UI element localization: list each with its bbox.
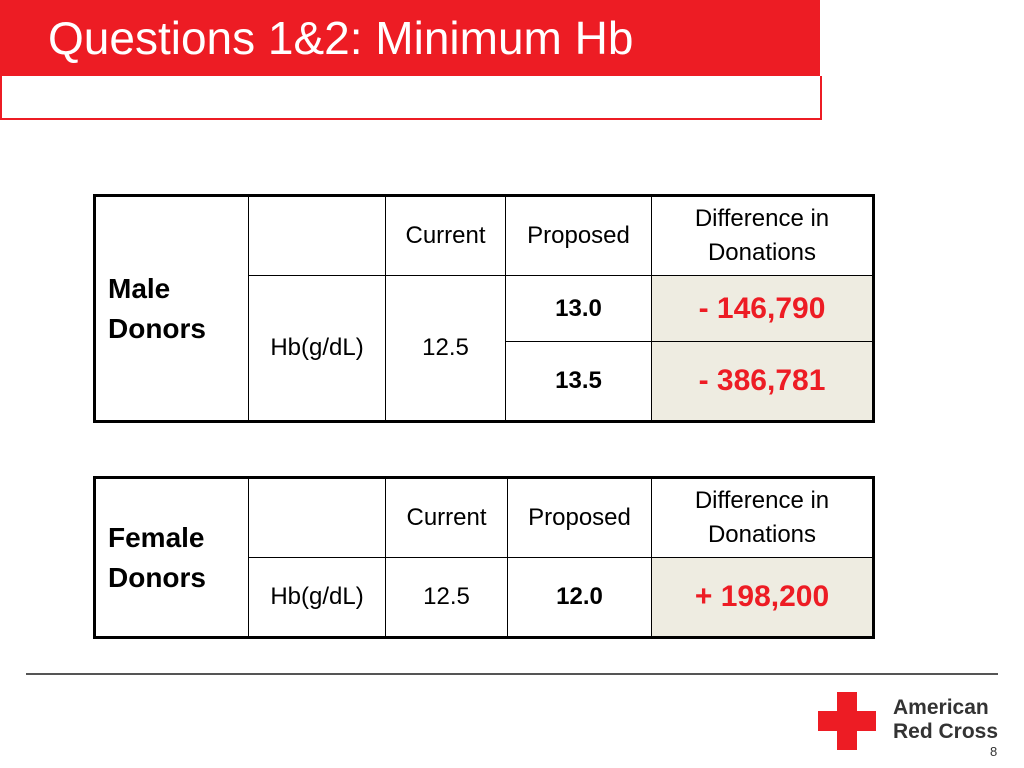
difference-value: - 386,781: [698, 364, 826, 397]
table-header-row: [95, 196, 874, 276]
header-difference: Difference in Donations: [652, 196, 874, 276]
red-cross-icon: [818, 692, 876, 750]
female-donors-table: [93, 476, 875, 639]
page-title: Questions 1&2: Minimum Hb: [48, 12, 634, 64]
table-header-row: [95, 478, 874, 558]
header-current: Current: [386, 478, 508, 558]
group-label: Female Donors: [95, 478, 249, 638]
difference-cell: [652, 558, 874, 638]
difference-value: - 146,790: [698, 291, 826, 325]
difference-cell: [652, 342, 874, 422]
measure-cell: Hb(g/dL): [249, 558, 386, 638]
header-difference: Difference in Donations: [652, 478, 874, 558]
page-number: 8: [990, 744, 998, 759]
logo-line-2: Red Cross: [893, 720, 999, 743]
proposed-value-cell: 12.0: [508, 558, 652, 638]
title-bar: [0, 0, 820, 76]
header-proposed: Proposed: [506, 196, 652, 276]
header-proposed: Proposed: [508, 478, 652, 558]
difference-cell: [652, 276, 874, 342]
header-blank-cell: [249, 196, 386, 276]
current-value-cell: 12.5: [386, 558, 508, 638]
difference-value: + 198,200: [694, 580, 830, 613]
measure-cell: Hb(g/dL): [249, 276, 386, 422]
subtitle-box: [0, 76, 822, 120]
male-donors-table: [93, 194, 875, 423]
proposed-value-cell: 13.5: [506, 342, 652, 422]
group-label: Male Donors: [95, 196, 249, 422]
current-value-cell: 12.5: [386, 276, 506, 422]
footer-divider: [26, 673, 998, 675]
logo-line-1: American: [893, 696, 989, 719]
logo-wordmark: [893, 696, 998, 744]
header-current: Current: [386, 196, 506, 276]
header-blank-cell: [249, 478, 386, 558]
proposed-value-cell: 13.0: [506, 276, 652, 342]
